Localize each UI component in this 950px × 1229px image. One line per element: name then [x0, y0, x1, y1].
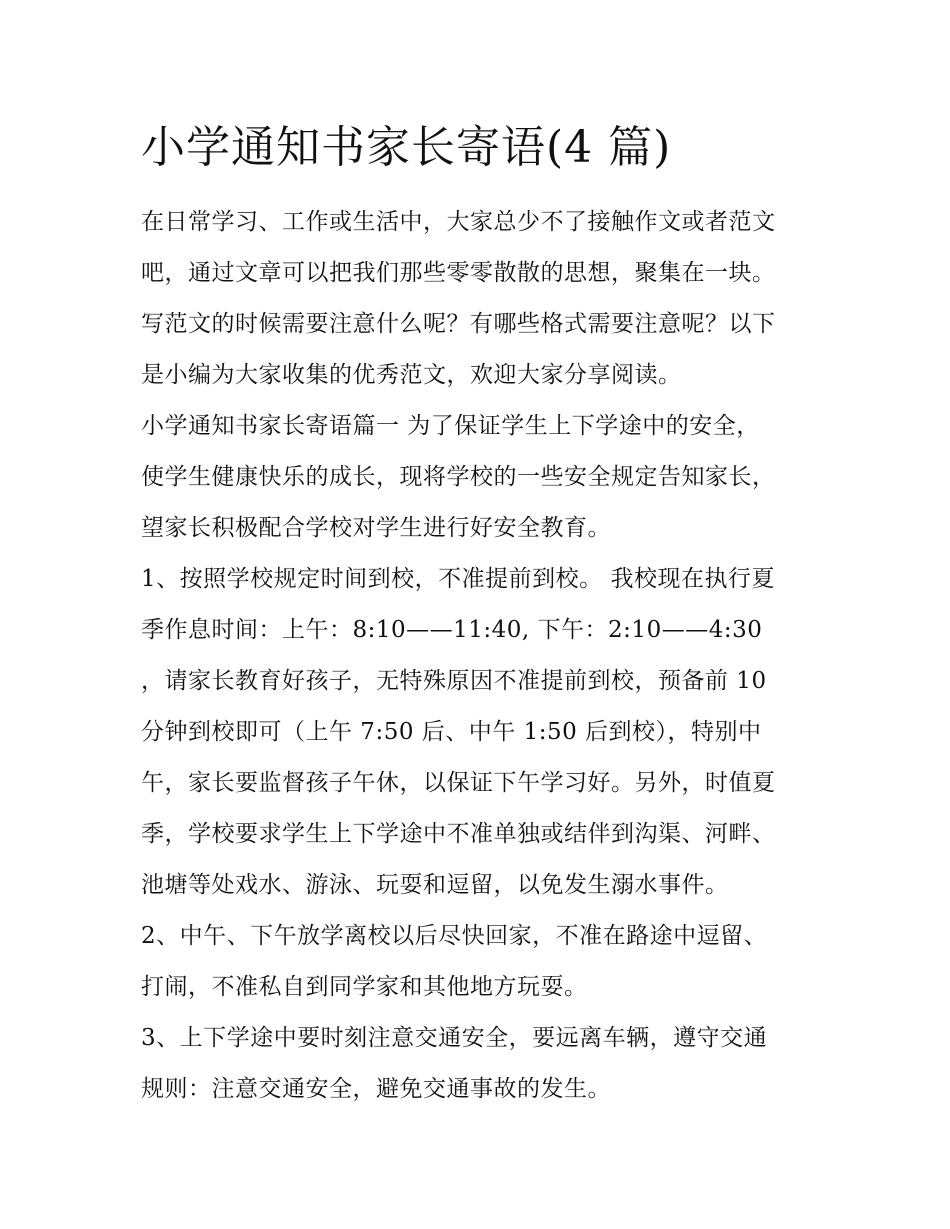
text-line: 是小编为大家收集的优秀范文，欢迎大家分享阅读。: [141, 362, 682, 388]
text-line: 分钟到校即可（上午 7:50 后、中午 1:50 后到校），特别中: [141, 719, 762, 745]
text-line: 1、按照学校规定时间到校，不准提前到校。 我校现在执行夏: [141, 566, 775, 592]
text-line: 写范文的时候需要注意什么呢？有哪些格式需要注意呢？以下: [141, 311, 776, 337]
text-line: 池塘等处戏水、游泳、玩耍和逗留，以免发生溺水事件。: [141, 872, 729, 898]
text-line: 2、中午、下午放学离校以后尽快回家，不准在路途中逗留、: [141, 923, 768, 949]
text-line: 规则：注意交通安全，避免交通事故的发生。: [141, 1076, 611, 1102]
text-line: 午，家长要监督孩子午休，以保证下午学习好。另外，时值夏: [141, 770, 776, 796]
text-line: 打闹，不准私自到同学家和其他地方玩耍。: [141, 974, 588, 1000]
text-line: ，请家长教育好孩子，无特殊原因不准提前到校，预备前 10: [141, 668, 767, 694]
text-line: 小学通知书家长寄语篇一 为了保证学生上下学途中的安全，: [141, 413, 760, 439]
text-line: 在日常学习、工作或生活中，大家总少不了接触作文或者范文: [141, 209, 776, 235]
text-line: 季，学校要求学生上下学途中不准单独或结伴到沟渠、河畔、: [141, 821, 776, 847]
document-title: 小学通知书家长寄语(4 篇): [141, 122, 672, 173]
text-line: 望家长积极配合学校对学生进行好安全教育。: [141, 515, 611, 541]
document-body: [141, 197, 821, 1115]
text-line: 季作息时间：上午：8:10——11:40, 下午：2:10——4:30: [141, 617, 763, 643]
text-line: 3、上下学途中要时刻注意交通安全，要远离车辆，遵守交通: [141, 1025, 768, 1051]
text-line: 吧，通过文章可以把我们那些零零散散的思想，聚集在一块。: [141, 260, 776, 286]
text-line: 使学生健康快乐的成长，现将学校的一些安全规定告知家长，: [141, 464, 776, 490]
